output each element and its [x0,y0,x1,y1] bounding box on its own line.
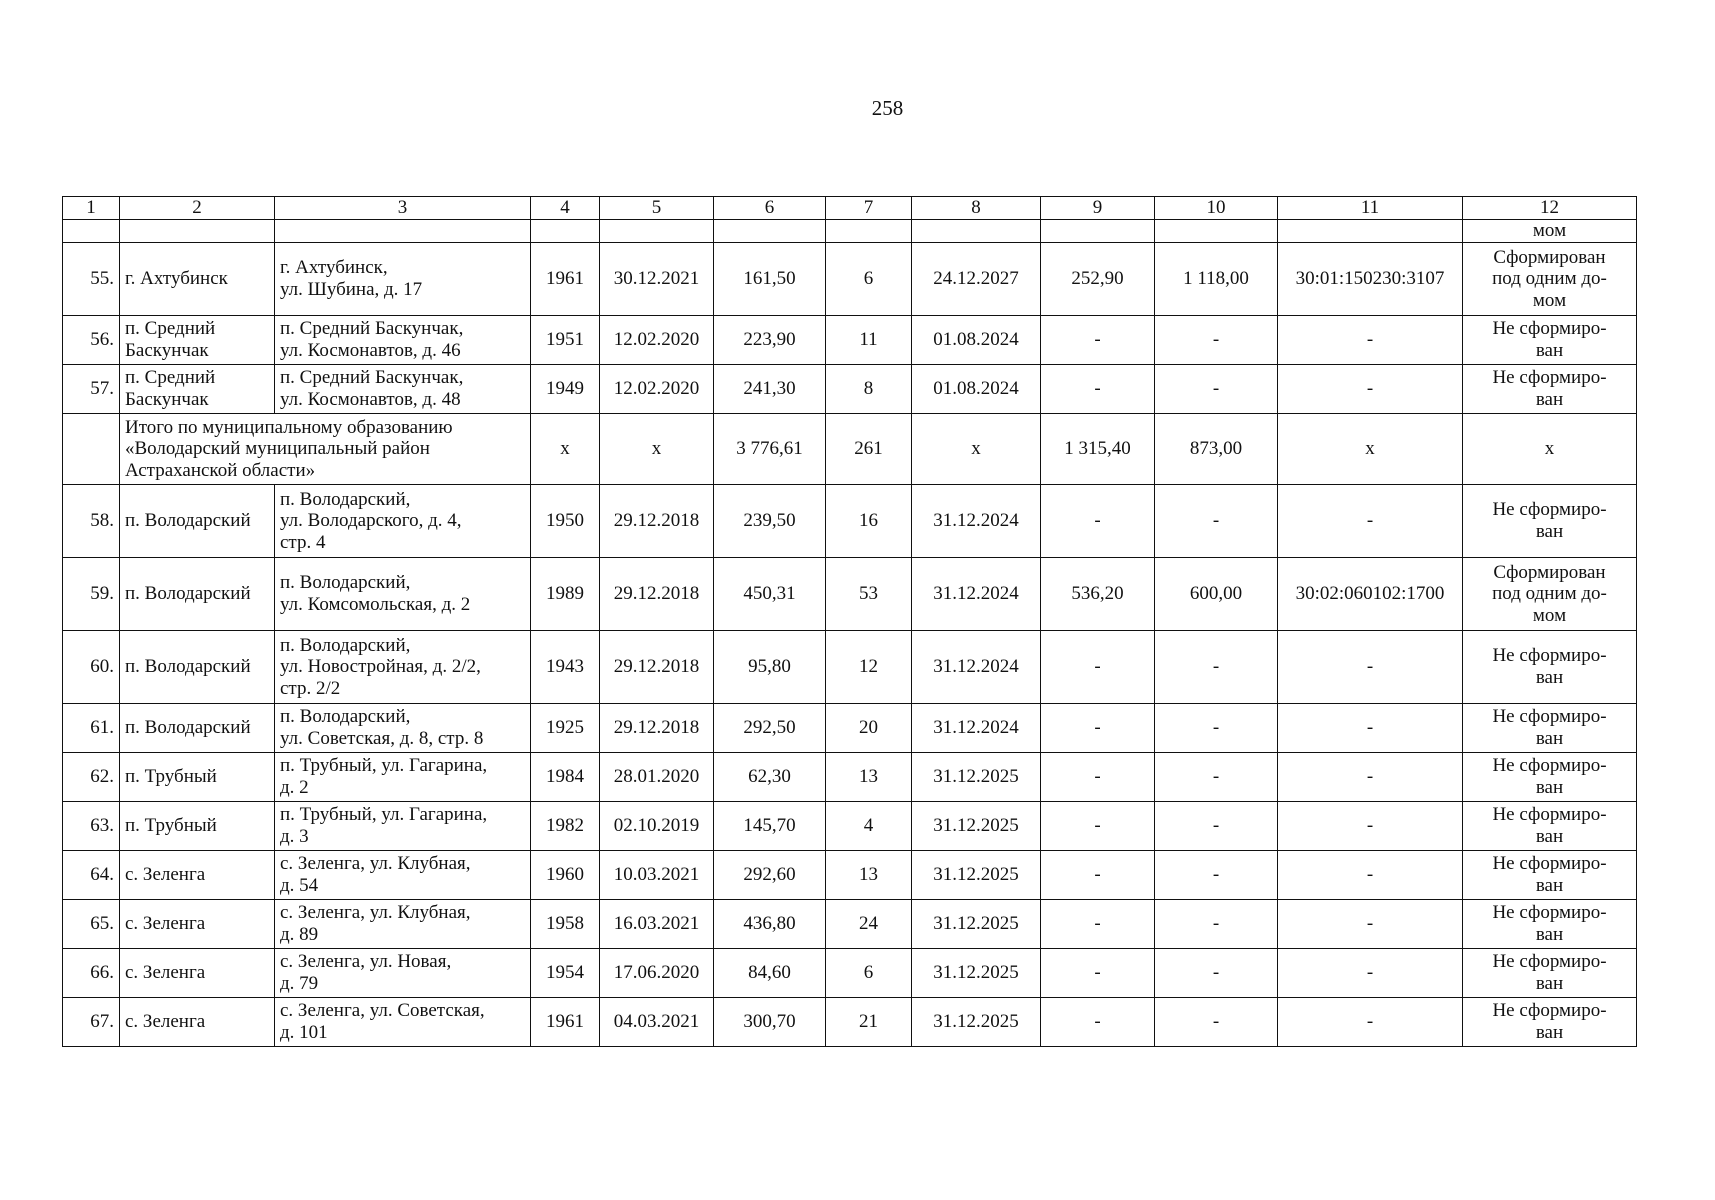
cadastral-cell: - [1278,704,1463,753]
col10-cell: - [1155,900,1278,949]
settlement-cell: г. Ахтубинск [120,243,275,316]
address-cell: с. Зеленга, ул. Новая, д. 79 [275,949,531,998]
cadastral-cell: - [1278,485,1463,558]
deadline-cell: 31.12.2024 [912,704,1041,753]
empty-cell [63,414,120,485]
col10-cell: - [1155,949,1278,998]
col9-cell: - [1041,998,1155,1047]
residents-cell: 8 [826,365,912,414]
year-cell: 1989 [531,558,600,631]
address-cell: с. Зеленга, ул. Клубная, д. 89 [275,900,531,949]
empty-cell [826,220,912,243]
date-cell: х [600,414,714,485]
column-number: 7 [826,197,912,220]
col10-cell: - [1155,851,1278,900]
table-row [63,802,1637,851]
col10-cell: - [1155,365,1278,414]
deadline-cell: 31.12.2025 [912,851,1041,900]
cadastral-cell: - [1278,365,1463,414]
settlement-cell: с. Зеленга [120,900,275,949]
column-number-header-row [63,197,1637,220]
date-cell: 29.12.2018 [600,704,714,753]
residents-cell: 13 [826,851,912,900]
col10-cell: - [1155,802,1278,851]
table-row [63,998,1637,1047]
cadastral-cell: - [1278,998,1463,1047]
area-cell: 62,30 [714,753,826,802]
table-row [63,243,1637,316]
cadastral-cell: - [1278,631,1463,704]
address-cell: п. Володарский, ул. Новостройная, д. 2/2, стр. 2/2 [275,631,531,704]
empty-cell [912,220,1041,243]
address-cell: г. Ахтубинск, ул. Шубина, д. 17 [275,243,531,316]
residents-cell: 20 [826,704,912,753]
column-number: 9 [1041,197,1155,220]
table-row [63,316,1637,365]
date-cell: 30.12.2021 [600,243,714,316]
cadastral-cell: - [1278,851,1463,900]
column-number: 6 [714,197,826,220]
address-cell: п. Володарский, ул. Советская, д. 8, стр. 8 [275,704,531,753]
status-cell: Не сформиро- ван [1463,900,1637,949]
continuation-row [63,220,1637,243]
residents-cell: 6 [826,949,912,998]
col9-cell: 252,90 [1041,243,1155,316]
column-number: 12 [1463,197,1637,220]
year-cell: 1925 [531,704,600,753]
address-cell: п. Трубный, ул. Гагарина, д. 2 [275,753,531,802]
area-cell: 239,50 [714,485,826,558]
cadastral-cell: - [1278,753,1463,802]
empty-cell [1278,220,1463,243]
page-number: 258 [871,96,904,120]
status-cell: Не сформиро- ван [1463,316,1637,365]
col10-cell: - [1155,753,1278,802]
year-cell: 1950 [531,485,600,558]
row-number: 56. [63,316,120,365]
column-number: 5 [600,197,714,220]
status-cell: Не сформиро- ван [1463,753,1637,802]
area-cell: 300,70 [714,998,826,1047]
empty-cell [1155,220,1278,243]
residents-cell: 12 [826,631,912,704]
row-number: 64. [63,851,120,900]
address-cell: п. Володарский, ул. Володарского, д. 4, стр. 4 [275,485,531,558]
deadline-cell: 31.12.2025 [912,949,1041,998]
deadline-cell: 31.12.2024 [912,558,1041,631]
table-row [63,704,1637,753]
area-cell: 292,60 [714,851,826,900]
table-row [63,753,1637,802]
empty-cell [120,220,275,243]
cadastral-cell: 30:02:060102:1700 [1278,558,1463,631]
residents-cell: 4 [826,802,912,851]
settlement-cell: п. Средний Баскунчак [120,365,275,414]
cadastral-cell: - [1278,900,1463,949]
date-cell: 29.12.2018 [600,558,714,631]
col10-cell: - [1155,998,1278,1047]
row-number: 61. [63,704,120,753]
cadastral-cell: х [1278,414,1463,485]
deadline-cell: 01.08.2024 [912,316,1041,365]
empty-cell [63,220,120,243]
column-number: 3 [275,197,531,220]
settlement-cell: п. Трубный [120,753,275,802]
area-cell: 450,31 [714,558,826,631]
year-cell: 1960 [531,851,600,900]
year-cell: 1943 [531,631,600,704]
col10-cell: - [1155,485,1278,558]
deadline-cell: 31.12.2025 [912,998,1041,1047]
area-cell: 223,90 [714,316,826,365]
col10-cell: 873,00 [1155,414,1278,485]
col9-cell: - [1041,949,1155,998]
column-number: 10 [1155,197,1278,220]
address-cell: п. Трубный, ул. Гагарина, д. 3 [275,802,531,851]
deadline-cell: 31.12.2025 [912,753,1041,802]
address-cell: п. Средний Баскунчак, ул. Космонавтов, д. 46 [275,316,531,365]
year-cell: 1982 [531,802,600,851]
col10-cell: - [1155,704,1278,753]
status-cell: Не сформиро- ван [1463,704,1637,753]
col9-cell: - [1041,704,1155,753]
date-cell: 17.06.2020 [600,949,714,998]
year-cell: 1951 [531,316,600,365]
date-cell: 10.03.2021 [600,851,714,900]
row-number: 63. [63,802,120,851]
settlement-cell: п. Трубный [120,802,275,851]
area-cell: 95,80 [714,631,826,704]
col9-cell: - [1041,753,1155,802]
status-cell: Сформирован под одним до- мом [1463,243,1637,316]
col9-cell: - [1041,851,1155,900]
continuation-note: мом [1463,220,1637,243]
address-cell: п. Володарский, ул. Комсомольская, д. 2 [275,558,531,631]
col9-cell: - [1041,365,1155,414]
status-cell: х [1463,414,1637,485]
date-cell: 04.03.2021 [600,998,714,1047]
col10-cell: - [1155,316,1278,365]
cadastral-cell: - [1278,316,1463,365]
column-number: 8 [912,197,1041,220]
empty-cell [531,220,600,243]
col9-cell: - [1041,631,1155,704]
area-cell: 161,50 [714,243,826,316]
row-number: 65. [63,900,120,949]
empty-cell [275,220,531,243]
row-number: 55. [63,243,120,316]
status-cell: Сформирован под одним до- мом [1463,558,1637,631]
cadastral-cell: - [1278,949,1463,998]
col9-cell: - [1041,900,1155,949]
status-cell: Не сформиро- ван [1463,365,1637,414]
area-cell: 436,80 [714,900,826,949]
residents-cell: 16 [826,485,912,558]
settlement-cell: с. Зеленга [120,998,275,1047]
status-cell: Не сформиро- ван [1463,802,1637,851]
col9-cell: 536,20 [1041,558,1155,631]
column-number: 11 [1278,197,1463,220]
year-cell: 1984 [531,753,600,802]
year-cell: 1949 [531,365,600,414]
address-cell: с. Зеленга, ул. Советская, д. 101 [275,998,531,1047]
date-cell: 28.01.2020 [600,753,714,802]
housing-registry-table [62,196,1637,1047]
date-cell: 29.12.2018 [600,485,714,558]
empty-cell [1041,220,1155,243]
residents-cell: 261 [826,414,912,485]
year-cell: х [531,414,600,485]
table-row [63,949,1637,998]
status-cell: Не сформиро- ван [1463,851,1637,900]
empty-cell [714,220,826,243]
residents-cell: 24 [826,900,912,949]
settlement-cell: с. Зеленга [120,949,275,998]
row-number: 60. [63,631,120,704]
year-cell: 1954 [531,949,600,998]
table-row [63,485,1637,558]
cadastral-cell: 30:01:150230:3107 [1278,243,1463,316]
empty-cell [600,220,714,243]
column-number: 2 [120,197,275,220]
col9-cell: - [1041,316,1155,365]
address-cell: с. Зеленга, ул. Клубная, д. 54 [275,851,531,900]
col9-cell: - [1041,485,1155,558]
settlement-cell: п. Володарский [120,485,275,558]
settlement-cell: п. Володарский [120,558,275,631]
date-cell: 12.02.2020 [600,316,714,365]
col10-cell: 1 118,00 [1155,243,1278,316]
deadline-cell: 31.12.2024 [912,631,1041,704]
deadline-cell: х [912,414,1041,485]
row-number: 66. [63,949,120,998]
col10-cell: 600,00 [1155,558,1278,631]
settlement-cell: с. Зеленга [120,851,275,900]
area-cell: 292,50 [714,704,826,753]
row-number: 62. [63,753,120,802]
residents-cell: 6 [826,243,912,316]
table-row [63,851,1637,900]
settlement-cell: п. Володарский [120,631,275,704]
column-number: 4 [531,197,600,220]
date-cell: 16.03.2021 [600,900,714,949]
table-row [63,631,1637,704]
col9-cell: - [1041,802,1155,851]
area-cell: 84,60 [714,949,826,998]
residents-cell: 11 [826,316,912,365]
total-row [63,414,1637,485]
col10-cell: - [1155,631,1278,704]
row-number: 59. [63,558,120,631]
table-row [63,365,1637,414]
table-row [63,558,1637,631]
row-number: 58. [63,485,120,558]
deadline-cell: 31.12.2024 [912,485,1041,558]
total-label: Итого по муниципальному образованию «Володарский муниципальный район Астраханской области» [120,414,531,485]
date-cell: 29.12.2018 [600,631,714,704]
status-cell: Не сформиро- ван [1463,485,1637,558]
status-cell: Не сформиро- ван [1463,631,1637,704]
year-cell: 1958 [531,900,600,949]
deadline-cell: 31.12.2025 [912,802,1041,851]
row-number: 67. [63,998,120,1047]
date-cell: 02.10.2019 [600,802,714,851]
address-cell: п. Средний Баскунчак, ул. Космонавтов, д. 48 [275,365,531,414]
table-row [63,900,1637,949]
col9-cell: 1 315,40 [1041,414,1155,485]
deadline-cell: 31.12.2025 [912,900,1041,949]
area-cell: 3 776,61 [714,414,826,485]
residents-cell: 21 [826,998,912,1047]
residents-cell: 13 [826,753,912,802]
settlement-cell: п. Володарский [120,704,275,753]
residents-cell: 53 [826,558,912,631]
column-number: 1 [63,197,120,220]
deadline-cell: 01.08.2024 [912,365,1041,414]
deadline-cell: 24.12.2027 [912,243,1041,316]
cadastral-cell: - [1278,802,1463,851]
status-cell: Не сформиро- ван [1463,949,1637,998]
area-cell: 241,30 [714,365,826,414]
date-cell: 12.02.2020 [600,365,714,414]
settlement-cell: п. Средний Баскунчак [120,316,275,365]
row-number: 57. [63,365,120,414]
year-cell: 1961 [531,243,600,316]
status-cell: Не сформиро- ван [1463,998,1637,1047]
area-cell: 145,70 [714,802,826,851]
year-cell: 1961 [531,998,600,1047]
